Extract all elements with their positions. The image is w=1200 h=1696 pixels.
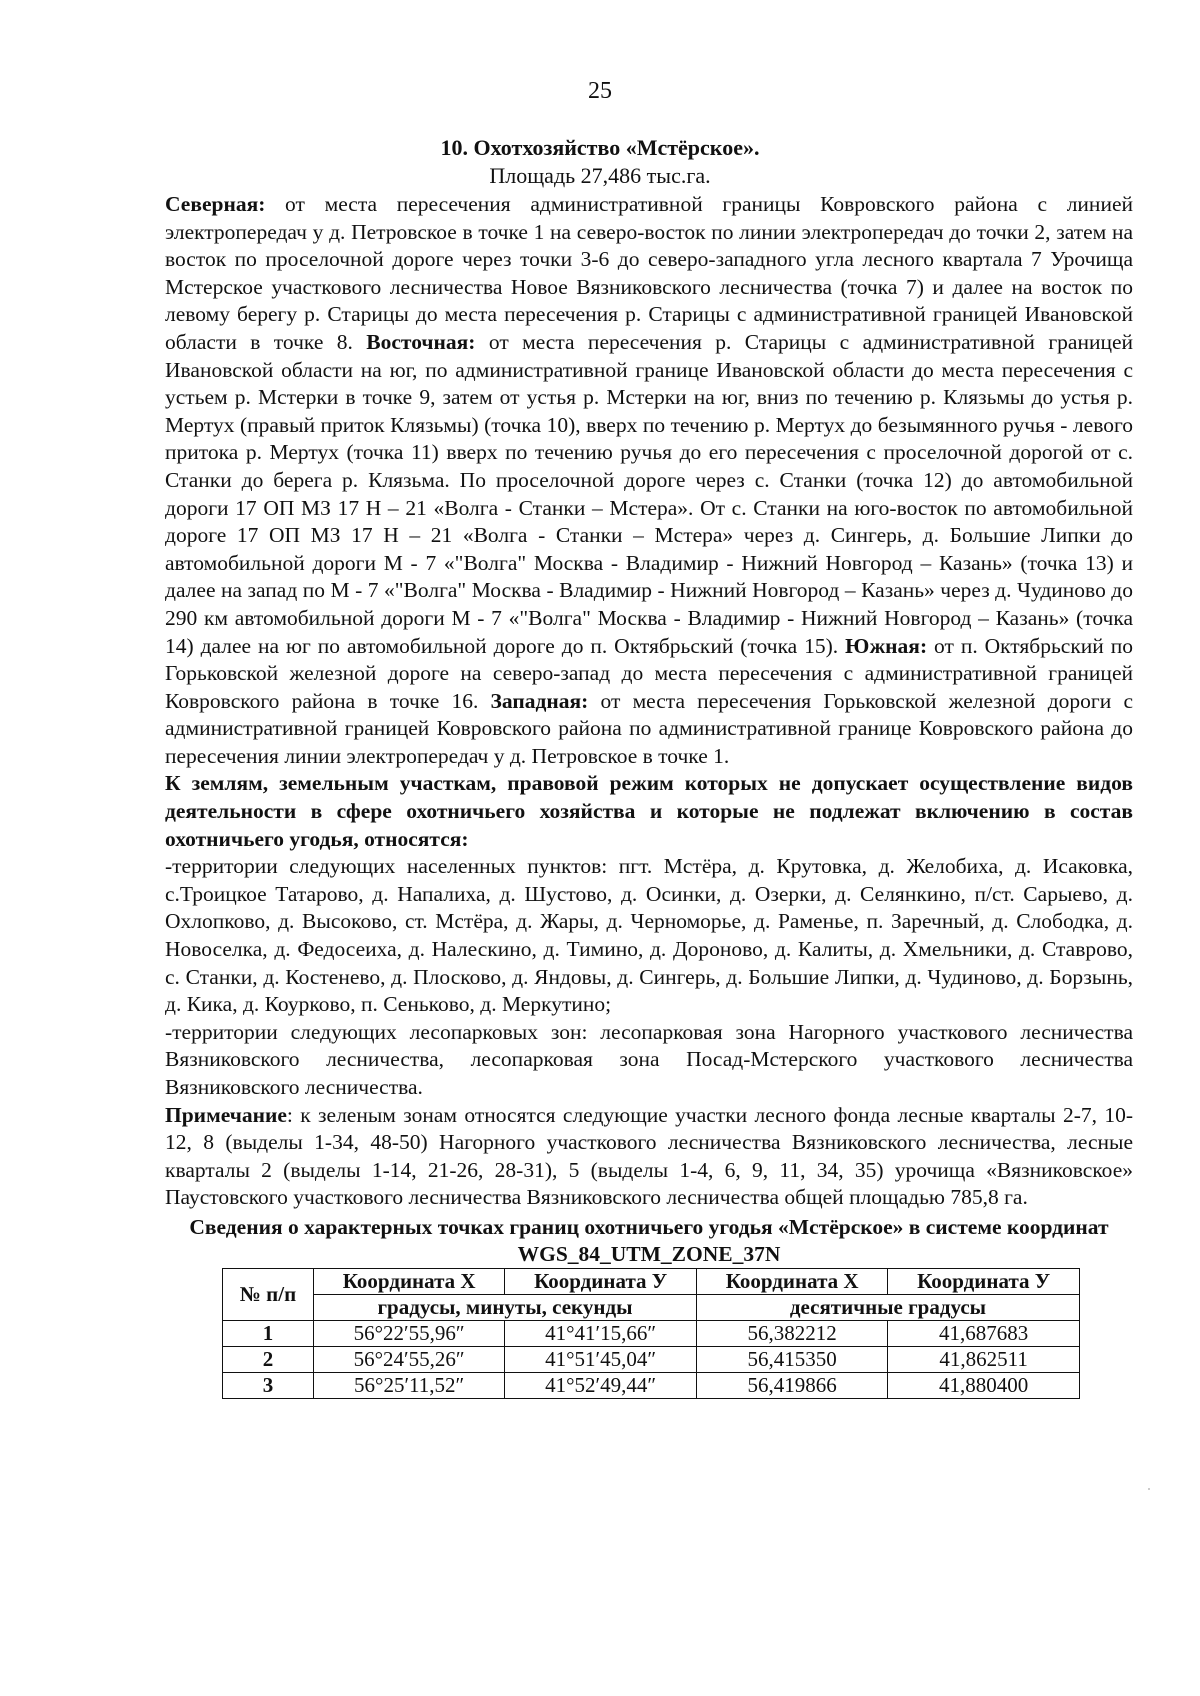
south-text: от п. Октябрьский по Горьковской железной дороге на северо-запад до места пересечения с административной границей Ковровского района в точке 16. <box>165 633 1133 713</box>
table-row <box>223 1346 1080 1372</box>
cell-x-dms: 56°24′55,26″ <box>314 1346 505 1372</box>
excluded-settlements: -территории следующих населенных пунктов: пгт. Мстёра, д. Крутовка, д. Желобиха, д. Исаковка, с.Троицкое Татарово, д. Напалиха, д. Шустово, д. Осинки, д. Озерки, д. Селянкино, п/ст. Сарыево, д. Охлопково, д. Высоково, ст. Мстёра, д. Жары, д. Черноморье, д. Раменье, п. Заречный, д. Слободка, д. Новоселка, д. Федосеиха, д. Налескино, д. Тимино, д. Дороново, д. Калиты, д. Хмельники, д. Ставрово, с. Станки, д. Костенево, д. Плосково, д. Яндовы, д. Сингерь, д. Большие Липки, д. Чудиново, д. Борзынь, д. Кика, д. Коурково, п. Сеньково, д. Меркутино; <box>165 854 1133 1017</box>
excluded-heading <box>165 770 1133 853</box>
note-label: Примечание <box>165 1102 287 1127</box>
coordinates-table <box>222 1268 1080 1399</box>
cell-y-dms: 41°41′15,66″ <box>505 1320 697 1346</box>
table-row <box>223 1372 1080 1398</box>
east-label: Восточная: <box>366 329 476 354</box>
cell-y-dec: 41,880400 <box>888 1372 1080 1398</box>
header-coord-y: Координата У <box>505 1268 697 1294</box>
note-paragraph <box>165 1102 1133 1212</box>
excluded-heading-text: К землям, земельным участкам, правовой режим которых не допускает осуществление видов деятельности в сфере охотничьего хозяйства и которые не подлежат включению в состав охотничьего угодья, относятся: <box>165 771 1133 851</box>
scan-speck <box>1148 1488 1150 1490</box>
table-title: Сведения о характерных точках границ охотничьего угодья «Мстёрское» в системе координат WGS_84_UTM_ZONE_37N <box>189 1214 1109 1266</box>
header-num: № п/п <box>223 1268 314 1320</box>
cell-x-dms: 56°22′55,96″ <box>314 1320 505 1346</box>
header-coord-y-decimal: Координата У <box>888 1268 1080 1294</box>
excluded-forests: -территории следующих лесопарковых зон: лесопарковая зона Нагорного участкового лесничества Вязниковского лесничества, лесопарковая зона Посад-Мстерского участкового лесничества Вязниковского лесничества. <box>165 1019 1133 1099</box>
header-coord-x: Координата X <box>314 1268 505 1294</box>
table-subheader-row <box>223 1294 1080 1320</box>
row-num: 3 <box>223 1372 314 1398</box>
table-header-row <box>223 1268 1080 1294</box>
document-body <box>165 191 1133 1399</box>
west-label: Западная: <box>490 688 589 713</box>
header-coord-x-decimal: Координата X <box>696 1268 887 1294</box>
note-text: : к зеленым зонам относятся следующие участки лесного фонда лесные кварталы 2-7, 10-12, 8 (выделы 1-34, 48-50) Нагорного участкового лесничества Вязниковского лесничества, лесные кварталы 2 (выделы 1-14, 21-26, 28-31), 5 (выделы 1-4, 6, 9, 11, 34, 35) урочища «Вязниковское» Паустовского участкового лесничества Вязниковского лесничества общей площадью 785,8 га. <box>165 1102 1133 1210</box>
cell-x-dec: 56,382212 <box>696 1320 887 1346</box>
cell-x-dec: 56,419866 <box>696 1372 887 1398</box>
south-label: Южная: <box>845 633 928 658</box>
page-number: 25 <box>588 78 612 104</box>
north-text: от места пересечения административной границы Ковровского района с линией электропередач у д. Петровское в точке 1 на северо-восток по линии электропередач до точки 2, затем на восток по проселочной дороге через точки 3-6 до северо-западного угла лесного квартала 7 Урочища Мстерское участкового лесничества Новое Вязниковского лесничества (точка 7) и далее на восток по левому берегу р. Старицы до места пересечения р. Старицы с административной границей Ивановской области в точке 8. <box>165 192 1133 354</box>
cell-x-dec: 56,415350 <box>696 1346 887 1372</box>
west-text: от места пересечения Горьковской железной дороги с административной границей Ковровского района по административной границе Ковровского района до пересечения линии электропередач у д. Петровское в точке 1. <box>165 688 1133 768</box>
header-decimal: десятичные градусы <box>696 1294 1079 1320</box>
boundaries-paragraph <box>165 191 1133 770</box>
area-line: Площадь 27,486 тыс.га. <box>489 163 711 188</box>
north-label: Северная: <box>165 192 266 216</box>
cell-x-dms: 56°25′11,52″ <box>314 1372 505 1398</box>
row-num: 2 <box>223 1346 314 1372</box>
east-text: от места пересечения р. Старицы с административной границей Ивановской области на юг, по административной границе Ивановской области до места пересечения с устьем р. Мстерки в точке 9, затем от устья р. Мстерки на юг, вниз по течению р. Клязьмы до устья р. Мертух (правый приток Клязьмы) (точка 10), вверх по течению р. Мертух до безымянного ручья - левого притока р. Мертух (точка 11) вверх по течению ручья до его пересечения с проселочной дорогой от с. Станки до берега р. Клязьма. По проселочной дороге через с. Станки (точка 12) до автомобильной дороги 17 ОП МЗ 17 Н – 21 «Волга - Станки – Мстера». От с. Станки на юго-восток по автомобильной дороге 17 ОП МЗ 17 Н – 21 «Волга - Станки – Мстера» через д. Сингерь, д. Большие Липки до автомобильной дороги М - 7 «"Волга" Москва - Владимир - Нижний Новгород – Казань» (точка 13) и далее на запад по М - 7 «"Волга" Москва - Владимир - Нижний Новгород – Казань» через д. Чудиново до 290 км автомобильной дороги М - 7 «"Волга" Москва - Владимир - Нижний Новгород – Казань» (точка 14) далее на юг по автомобильной дороге до п. Октябрьский (точка 15). <box>165 329 1134 658</box>
cell-y-dec: 41,862511 <box>888 1346 1080 1372</box>
table-row <box>223 1320 1080 1346</box>
cell-y-dec: 41,687683 <box>888 1320 1080 1346</box>
header-dms: градусы, минуты, секунды <box>314 1294 697 1320</box>
section-title: 10. Охотхозяйство «Мстёрское». <box>440 135 760 160</box>
row-num: 1 <box>223 1320 314 1346</box>
cell-y-dms: 41°52′49,44″ <box>505 1372 697 1398</box>
cell-y-dms: 41°51′45,04″ <box>505 1346 697 1372</box>
